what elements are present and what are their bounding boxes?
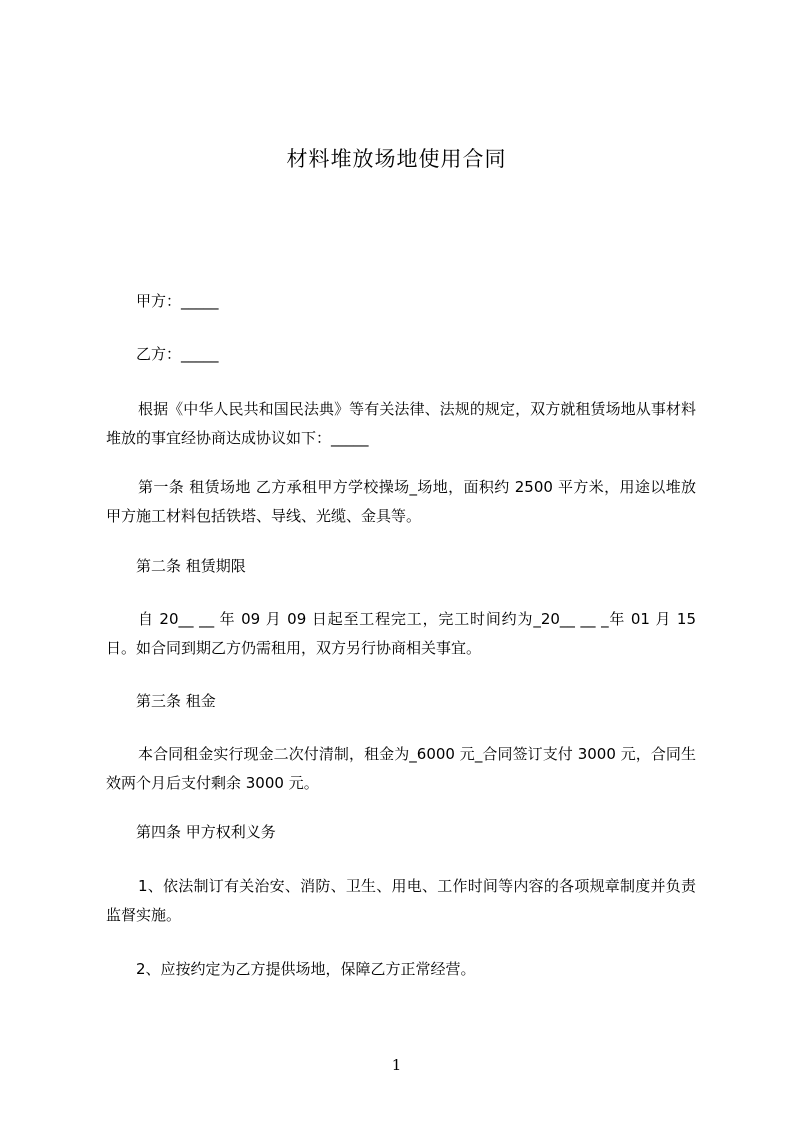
- article-2-paragraph: 自 20__ __ 年 09 月 09 日起至工程完工，完工时间约为_20__ __ _年 01 月 15 日。如合同到期乙方仍需租用，双方另行协商相关事宜。: [106, 610, 696, 657]
- article-4-heading: 第四条 甲方权利义务: [136, 823, 276, 841]
- preamble-paragraph: 根据《中华人民共和国民法典》等有关法律、法规的规定，双方就租赁场地从事材料堆放的事宜经协商达成协议如下：_____: [106, 400, 696, 447]
- article-1-paragraph: 第一条 租赁场地 乙方承租甲方学校操场_场地，面积约 2500 平方米，用途以堆放甲方施工材料包括铁塔、导线、光缆、金具等。: [106, 478, 696, 525]
- party-b-line: 乙方：_____: [136, 345, 219, 363]
- article-4-item-1: 1、依法制订有关治安、消防、卫生、用电、工作时间等内容的各项规章制度并负责监督实施。: [106, 877, 696, 924]
- document-title: 材料堆放场地使用合同: [286, 147, 507, 171]
- party-a-line: 甲方：_____: [136, 292, 219, 310]
- page-number: 1: [391, 1056, 402, 1074]
- article-3-paragraph: 本合同租金实行现金二次付清制，租金为_6000 元_合同签订支付 3000 元，合同生效两个月后支付剩余 3000 元。: [106, 745, 696, 792]
- article-2-heading: 第二条 租赁期限: [136, 557, 246, 575]
- article-3-heading: 第三条 租金: [136, 692, 216, 710]
- article-4-item-2: 2、应按约定为乙方提供场地，保障乙方正常经营。: [136, 960, 476, 978]
